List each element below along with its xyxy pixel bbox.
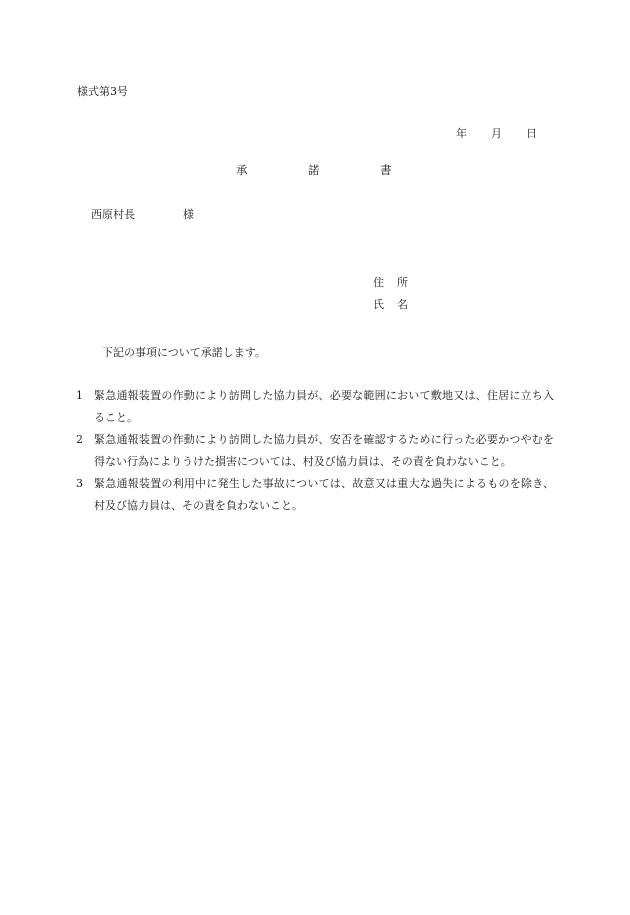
title-char-1: 承: [236, 163, 248, 177]
document-title: [236, 162, 392, 178]
title-char-2: 諾: [308, 163, 320, 177]
title-char-3: 書: [380, 163, 392, 177]
list-item: [76, 385, 554, 429]
list-item: [76, 429, 554, 473]
address-char-2: 所: [397, 276, 408, 289]
name-char-2: 名: [397, 298, 408, 311]
date-month-label: 月: [491, 127, 502, 140]
address-char-1: 住: [373, 276, 384, 289]
intro-sentence: 下記の事項について承諾します。: [102, 346, 266, 359]
item-text: 緊急通報装置の作動により訪問した協力員が、必要な範囲において敷地又は、住居に立ち入ること。: [94, 389, 554, 424]
list-item: [76, 473, 554, 517]
date-line: [456, 125, 537, 141]
item-text: 緊急通報装置の作動により訪問した協力員が、安否を確認するために行った必要かつやむを得ない行為によりうけた損害については、村及び協力員は、その責を負わないこと。: [94, 433, 554, 468]
item-number: 3: [76, 477, 83, 490]
terms-list: [76, 385, 554, 517]
addressee-honorific: 様: [183, 208, 194, 221]
date-day-label: 日: [526, 127, 537, 140]
name-char-1: 氏: [373, 298, 384, 311]
date-year-label: 年: [456, 127, 467, 140]
signatory-name-label: [373, 296, 408, 312]
addressee-name: 西原村長: [91, 208, 135, 221]
signatory-address-label: [373, 274, 408, 290]
item-text: 緊急通報装置の利用中に発生した事故については、故意又は重大な過失によるものを除き、村及び協力員は、その責を負わないこと。: [94, 477, 554, 512]
item-number: 2: [76, 433, 83, 446]
form-number: 様式第3号: [77, 85, 128, 98]
addressee-line: [91, 206, 194, 222]
item-number: 1: [76, 389, 83, 402]
